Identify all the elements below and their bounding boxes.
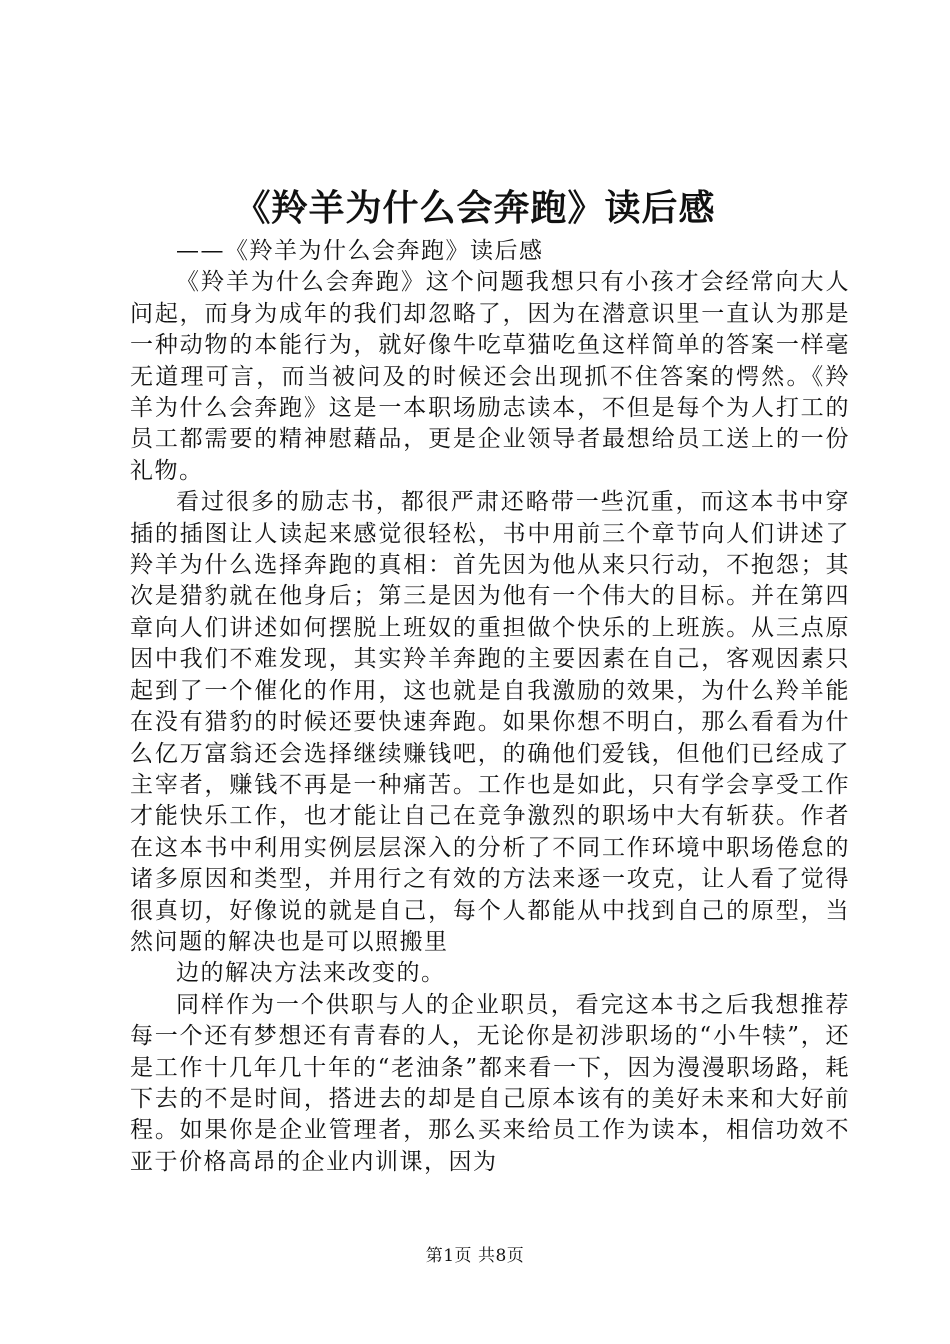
document-subtitle: ——《羚羊为什么会奔跑》读后感 <box>176 238 544 264</box>
paragraph-2: 看过很多的励志书，都很严肃还略带一些沉重，而这本书中穿插的插图让人读起来感觉很轻松，书中用前三个章节向人们讲述了羚羊为什么选择奔跑的真相：首先因为他从来只行动，不抱怨；其次是猎豹就在他身后；第三是因为他有一个伟大的目标。并在第四章向人们讲述如何摆脱上班奴的重担做个快乐的上班族。从三点原因中我们不难发现，其实羚羊奔跑的主要因素在自己，客观因素只起到了一个催化的作用，这也就是自我激励的效果，为什么羚羊能在没有猎豹的时候还要快速奔跑。如果你想不明白，那么看看为什么亿万富翁还会选择继续赚钱吧，的确他们爱钱，但他们已经成了主宰者，赚钱不再是一种痛苦。工作也是如此，只有学会享受工作才能快乐工作，也才能让自己在竞争激烈的职场中大有斩获。作者在这本书中利用实例层层深入的分析了不同工作环境中职场倦怠的诸多原因和类型，并用行之有效的方法来逐一攻克，让人看了觉得很真切，好像说的就是自己，每个人都能从中找到自己的原型，当然问题的解决也是可以照搬里 <box>130 489 850 955</box>
paragraph-4: 同样作为一个供职与人的企业职员，看完这本书之后我想推荐每一个还有梦想还有青春的人，无论你是初涉职场的“小牛犊”，还是工作十几年几十年的“老油条”都来看一下，因为漫漫职场路，耗下去的不是时间，搭进去的却是自己原本该有的美好未来和大好前程。如果你是企业管理者，那么买来给员工作为读本，相信功效不亚于价格高昂的企业内训课，因为 <box>130 991 850 1175</box>
paragraph-3: 边的解决方法来改变的。 <box>176 960 446 987</box>
document-title: 《羚羊为什么会奔跑》读后感 <box>234 187 716 229</box>
page-number-footer: 第1页 共8页 <box>425 1246 525 1266</box>
paragraph-1: 《羚羊为什么会奔跑》这个问题我想只有小孩才会经常向大人问起，而身为成年的我们却忽略了，因为在潜意识里一直认为那是一种动物的本能行为，就好像牛吃草猫吃鱼这样简单的答案一样毫无道理可言，而当被问及的时候还会出现抓不住答案的愕然。《羚羊为什么会奔跑》这是一本职场励志读本，不但是每个为人打工的员工都需要的精神慰藉品，更是企业领导者最想给员工送上的一份礼物。 <box>130 269 850 484</box>
document-body <box>130 236 850 1178</box>
